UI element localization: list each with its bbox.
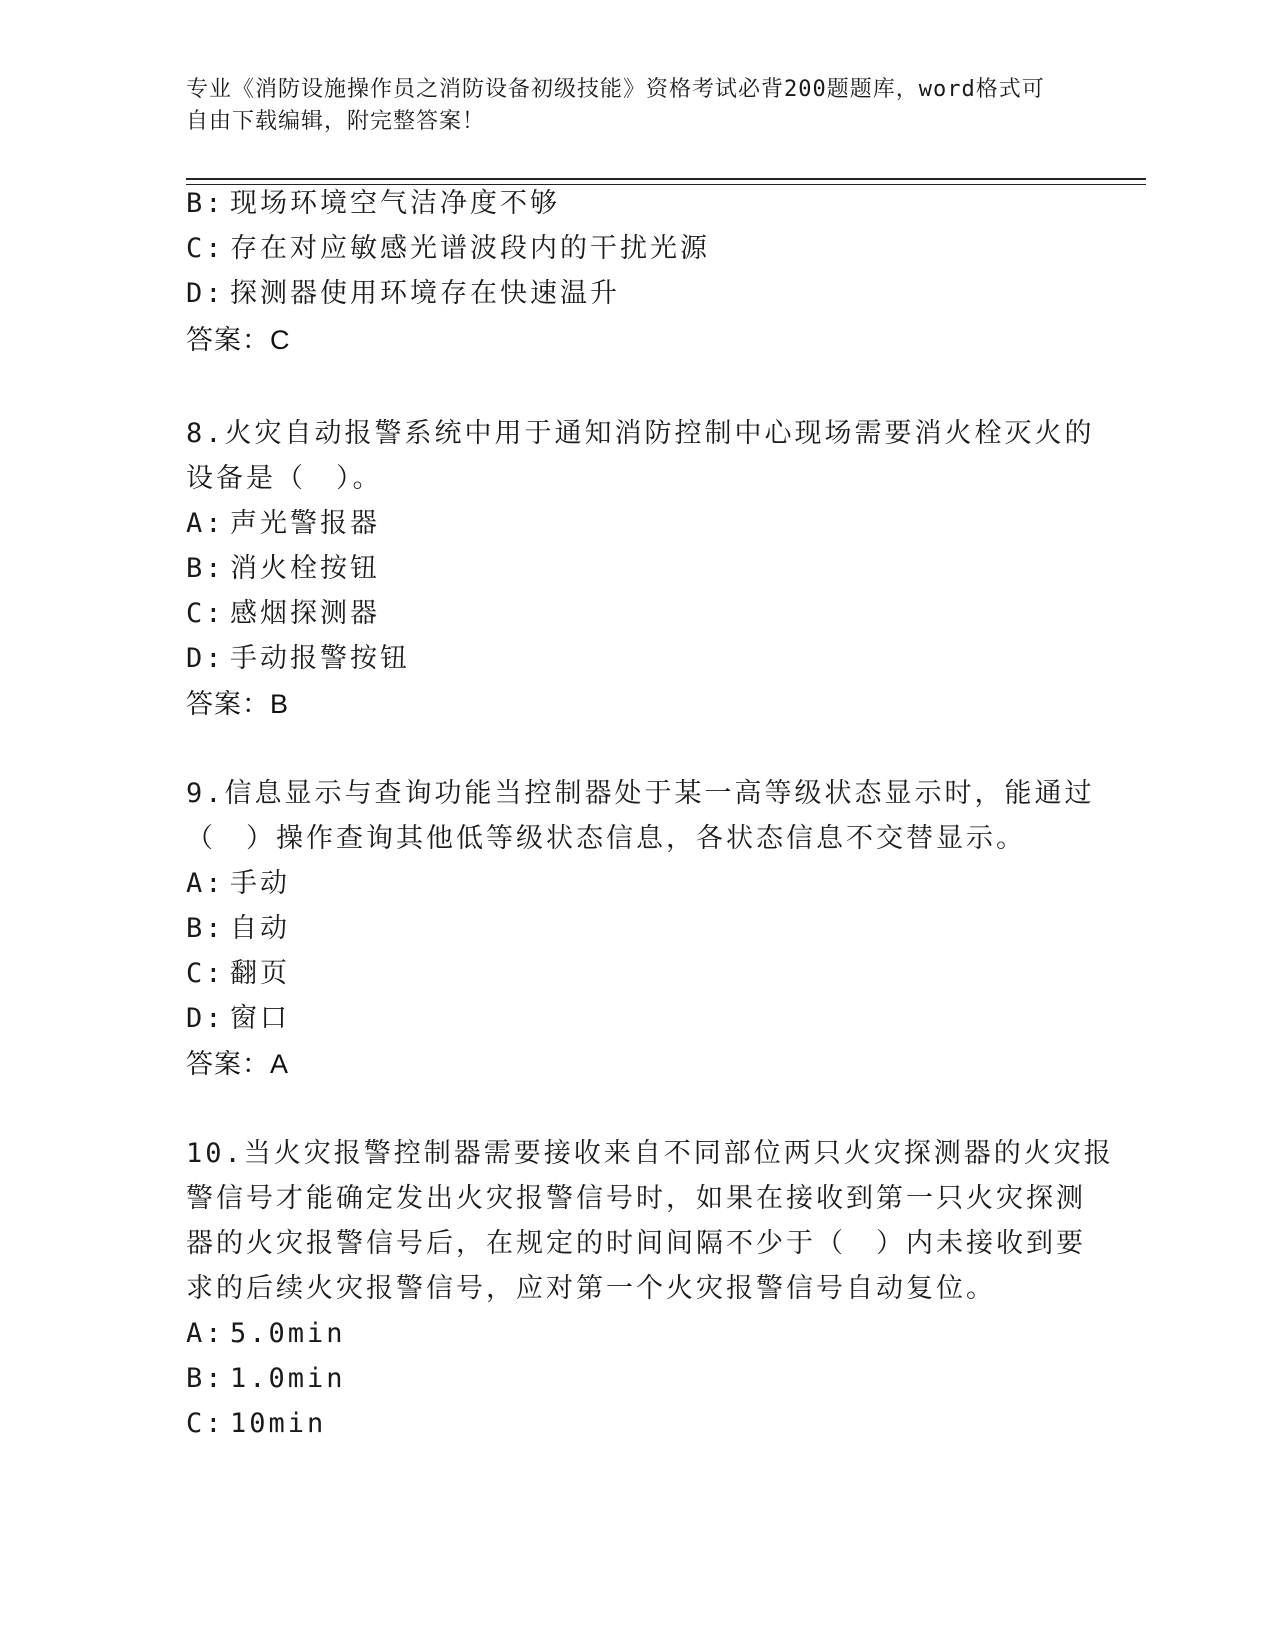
option-text: 自动 (230, 913, 290, 944)
option-text: 手动 (230, 868, 290, 899)
option-key: D: (186, 278, 225, 309)
header-divider-thin (186, 184, 1146, 185)
option-key: A: (186, 868, 225, 899)
document-header: 专业《消防设施操作员之消防设备初级技能》资格考试必背200题题库，word格式可自由下载编辑，附完整答案！ (186, 77, 1045, 134)
q8-option-a (186, 506, 380, 542)
option-key: D: (186, 643, 225, 674)
option-text: 声光警报器 (230, 508, 380, 539)
q8-option-d (186, 641, 410, 677)
q9-option-a (186, 866, 290, 902)
q7-option-d (186, 276, 620, 312)
q9-stem-line-1: 9.信息显示与查询功能当控制器处于某一高等级状态显示时，能通过 (186, 778, 1095, 809)
q10-stem-line-2: 警信号才能确定发出火灾报警信号时，如果在接收到第一只火灾探测 (186, 1183, 1086, 1214)
option-text: 窗口 (230, 1003, 290, 1034)
q7-option-c (186, 231, 710, 267)
q10-stem-line-4: 求的后续火灾报警信号，应对第一个火灾报警信号自动复位。 (186, 1273, 996, 1304)
option-text: 10min (230, 1408, 327, 1439)
q10-stem-line-3: 器的火灾报警信号后，在规定的时间间隔不少于（ ）内未接收到要 (186, 1228, 1086, 1259)
q9-answer: 答案：A (186, 1049, 290, 1079)
q10-option-b (186, 1361, 346, 1397)
option-key: C: (186, 233, 225, 264)
option-text: 消火栓按钮 (230, 553, 380, 584)
option-text: 翻页 (230, 958, 290, 989)
q8-stem-line-2: 设备是（ ）。 (186, 463, 383, 494)
q8-stem-line-1: 8.火灾自动报警系统中用于通知消防控制中心现场需要消火栓灭火的 (186, 418, 1095, 449)
q7-answer: 答案：C (186, 325, 291, 355)
option-text: 1.0min (230, 1363, 346, 1394)
option-key: B: (186, 553, 225, 584)
option-key: B: (186, 188, 225, 219)
option-text: 存在对应敏感光谱波段内的干扰光源 (230, 233, 710, 264)
option-key: B: (186, 1363, 225, 1394)
q10-option-c (186, 1406, 326, 1442)
option-key: C: (186, 598, 225, 629)
option-text: 现场环境空气洁净度不够 (230, 188, 560, 219)
q9-stem-line-2: （ ）操作查询其他低等级状态信息，各状态信息不交替显示。 (186, 823, 1026, 854)
header-divider-thick (186, 178, 1146, 180)
option-key: A: (186, 1318, 225, 1349)
option-key: B: (186, 913, 225, 944)
q10-option-a (186, 1316, 346, 1352)
option-text: 5.0min (230, 1318, 346, 1349)
option-key: C: (186, 1408, 225, 1439)
option-text: 手动报警按钮 (230, 643, 410, 674)
q9-option-c (186, 956, 290, 992)
option-key: A: (186, 508, 225, 539)
option-text: 探测器使用环境存在快速温升 (230, 278, 620, 309)
q8-answer: 答案：B (186, 689, 290, 719)
option-key: C: (186, 958, 225, 989)
q8-option-b (186, 551, 380, 587)
option-text: 感烟探测器 (230, 598, 380, 629)
q9-option-d (186, 1001, 290, 1037)
q9-option-b (186, 911, 290, 947)
q10-stem-line-1: 10.当火灾报警控制器需要接收来自不同部位两只火灾探测器的火灾报 (186, 1138, 1114, 1169)
option-key: D: (186, 1003, 225, 1034)
q8-option-c (186, 596, 380, 632)
q7-option-b (186, 186, 560, 222)
